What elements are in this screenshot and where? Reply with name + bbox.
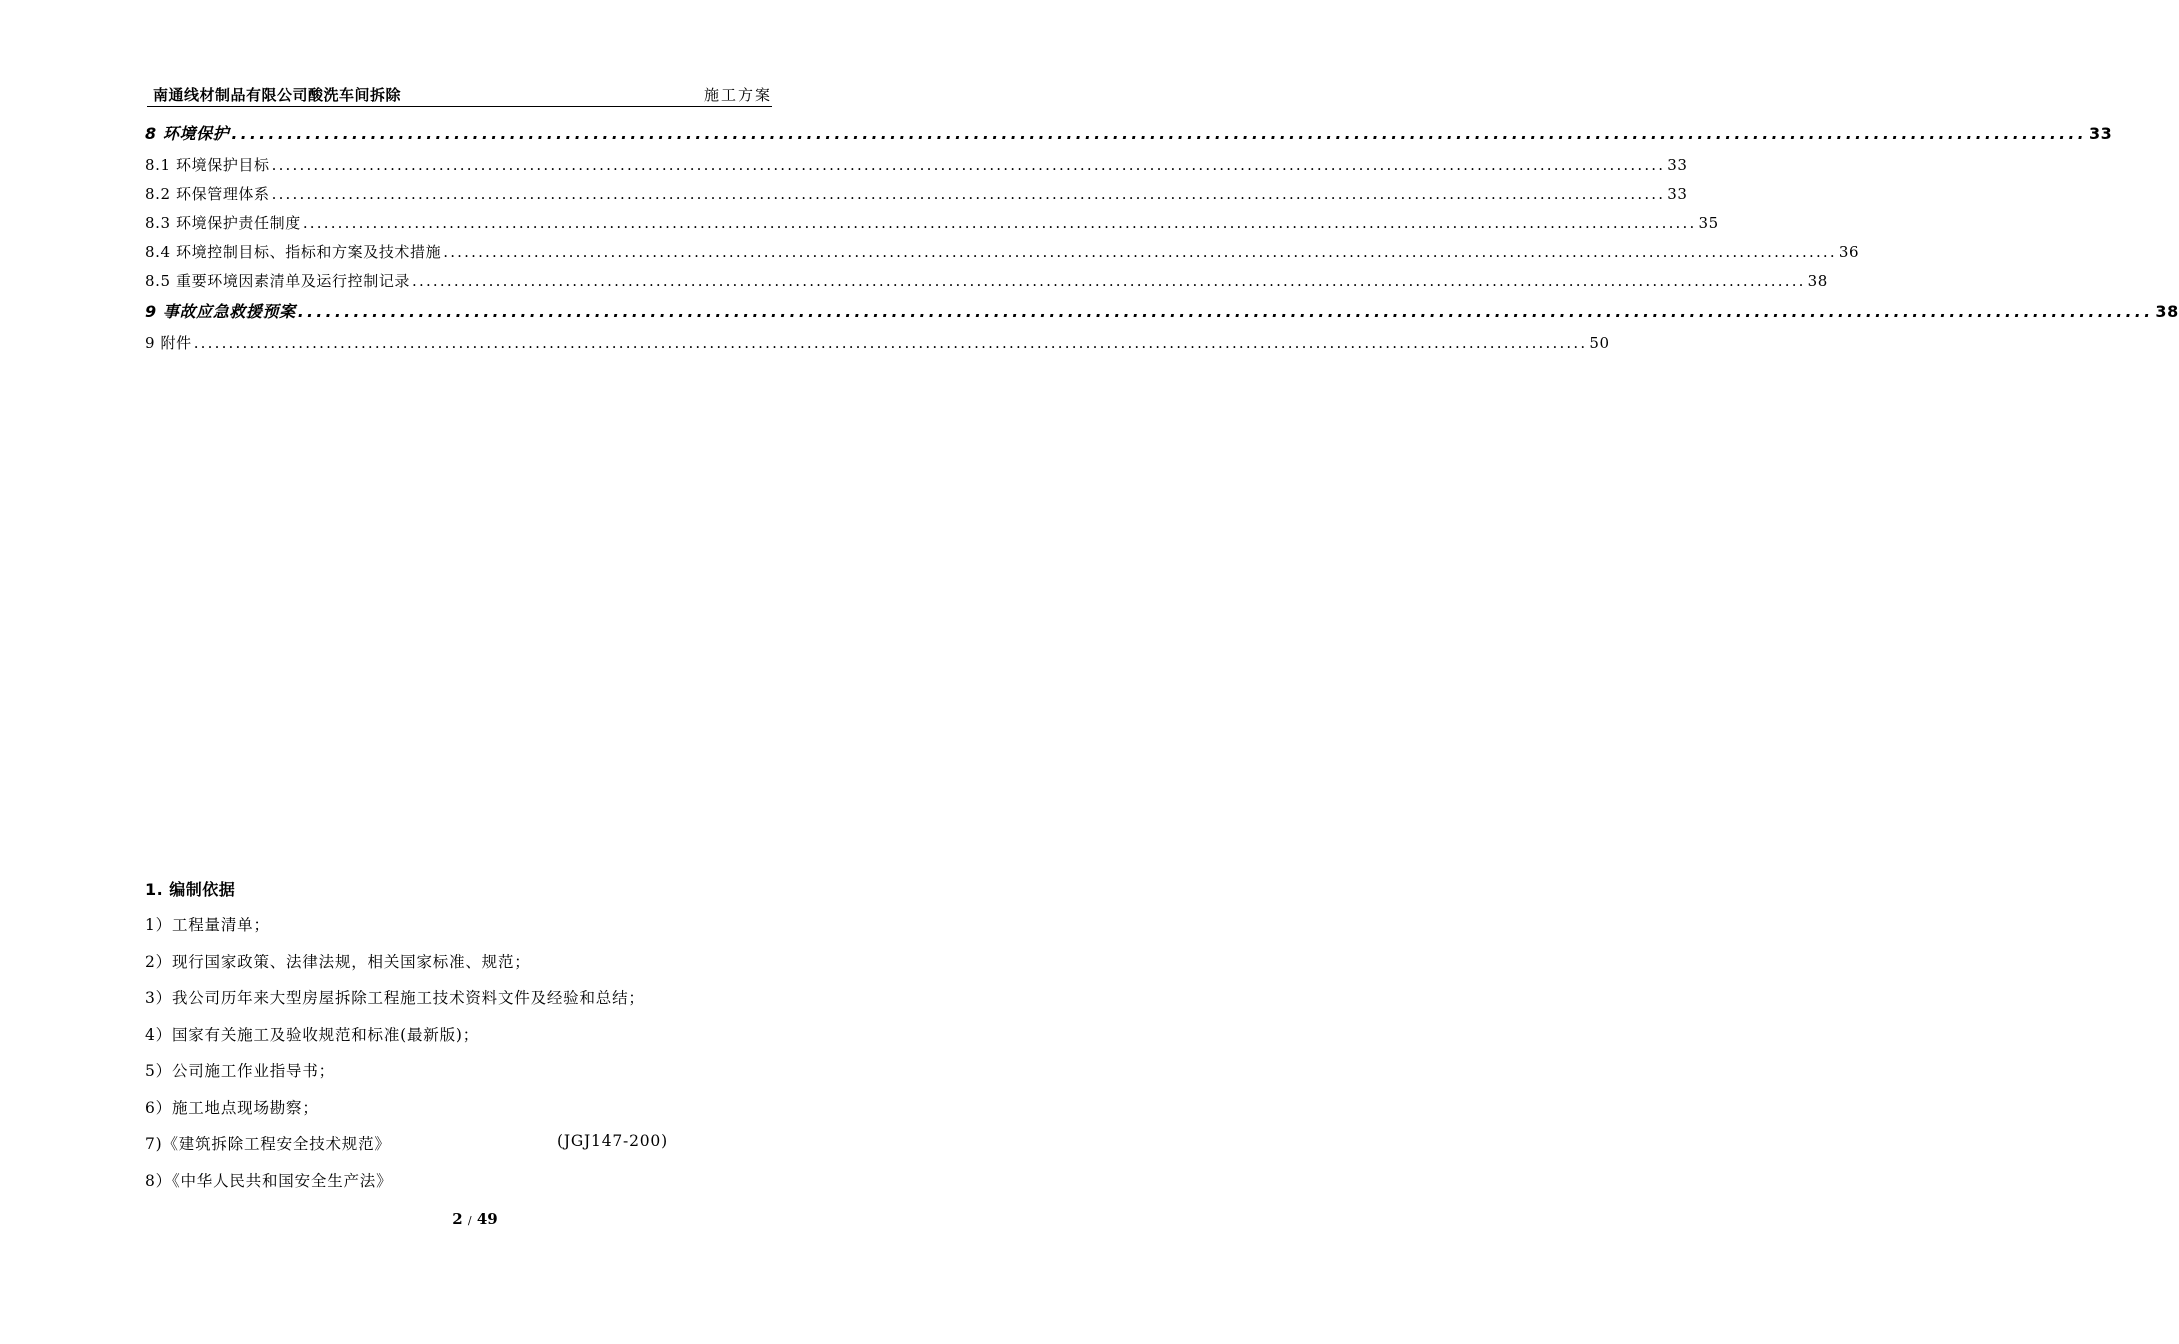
list-item	[145, 1059, 785, 1082]
list-item	[145, 986, 785, 1009]
toc-entry-page: 33	[1667, 156, 1688, 174]
page-header	[147, 82, 772, 107]
header-doc-type: 施工方案	[703, 86, 772, 104]
page-number	[0, 1210, 950, 1228]
toc-entry[interactable]	[145, 183, 1688, 212]
toc-leader-dots: ........................................................................................................................................................................................................	[193, 334, 1588, 352]
list-item	[145, 1169, 785, 1192]
toc-entry-page: 38	[1807, 272, 1828, 290]
toc-leader-dots: ........................................................................................................................................................................................................	[412, 272, 1806, 290]
toc-entry[interactable]	[145, 270, 1828, 299]
toc-entry[interactable]	[145, 154, 1688, 183]
list-item	[145, 1023, 785, 1046]
toc-leader-dots: ........................................................................................................................................................................................................	[302, 214, 1697, 232]
toc-entry-title: 9 事故应急救援预案	[145, 302, 296, 321]
section-basis	[145, 877, 785, 1205]
header-project-title: 南通线材制品有限公司酸洗车间拆除	[153, 86, 402, 104]
list-item-code: (JGJ147-200)	[557, 1132, 668, 1150]
toc-entry-title: 8 环境保护	[145, 124, 230, 143]
section-heading: 1. 编制依据	[145, 880, 236, 899]
toc-entry[interactable]	[145, 212, 1719, 241]
list-item-text: 6）施工地点现场勘察；	[145, 1098, 319, 1117]
toc-leader-dots: ........................................................................................................................................................................................................	[231, 124, 2087, 143]
toc-entry-title: 8.2 环保管理体系	[145, 185, 270, 203]
toc-leader-dots: ........................................................................................................................................................................................................	[297, 302, 2154, 321]
toc-leader-dots: ........................................................................................................................................................................................................	[271, 185, 1666, 203]
toc-entry[interactable]	[145, 241, 1860, 270]
page-separator: /	[467, 1214, 472, 1227]
list-item	[145, 913, 785, 936]
toc-entry-page: 35	[1698, 214, 1719, 232]
page-current: 2	[452, 1210, 463, 1228]
list-item	[145, 1132, 785, 1155]
list-item-text: 2）现行国家政策、法律法规，相关国家标准、规范；	[145, 952, 531, 971]
toc-entry-title: 8.5 重要环境因素清单及运行控制记录	[145, 272, 411, 290]
toc-entry-title: 8.3 环境保护责任制度	[145, 214, 301, 232]
toc-entry[interactable]	[145, 299, 2179, 332]
list-item-text: 8）《中华人民共和国安全生产法》	[145, 1171, 393, 1190]
list-item-text: 5）公司施工作业指导书；	[145, 1062, 335, 1080]
toc-entry-title: 9 附件	[145, 334, 192, 352]
toc-entry-page: 33	[2088, 124, 2113, 143]
toc-entry-page: 38	[2155, 302, 2179, 321]
list-item	[145, 950, 785, 973]
section-item-list	[145, 913, 785, 1192]
toc-entry[interactable]	[145, 332, 1610, 361]
list-item	[145, 1096, 785, 1119]
list-item-text: 1）工程量清单；	[145, 916, 270, 934]
toc-entry-title: 8.1 环境保护目标	[145, 156, 270, 174]
list-item-text: 4）国家有关施工及验收规范和标准(最新版)；	[145, 1025, 480, 1044]
list-item-text: 7)《建筑拆除工程安全技术规范》	[145, 1135, 391, 1153]
toc-entry-page: 50	[1589, 334, 1610, 352]
table-of-contents	[145, 121, 2179, 361]
page-total: 49	[476, 1210, 498, 1228]
toc-entry-page: 33	[1667, 185, 1688, 203]
list-item-text: 3）我公司历年来大型房屋拆除工程施工技术资料文件及经验和总结；	[145, 989, 645, 1007]
toc-entry-page: 36	[1838, 243, 1860, 261]
toc-leader-dots: ........................................................................................................................................................................................................	[271, 156, 1666, 174]
toc-entry[interactable]	[145, 121, 2113, 154]
toc-leader-dots: ........................................................................................................................................................................................................	[443, 243, 1837, 261]
toc-entry-title: 8.4 环境控制目标、指标和方案及技术措施	[145, 243, 442, 261]
